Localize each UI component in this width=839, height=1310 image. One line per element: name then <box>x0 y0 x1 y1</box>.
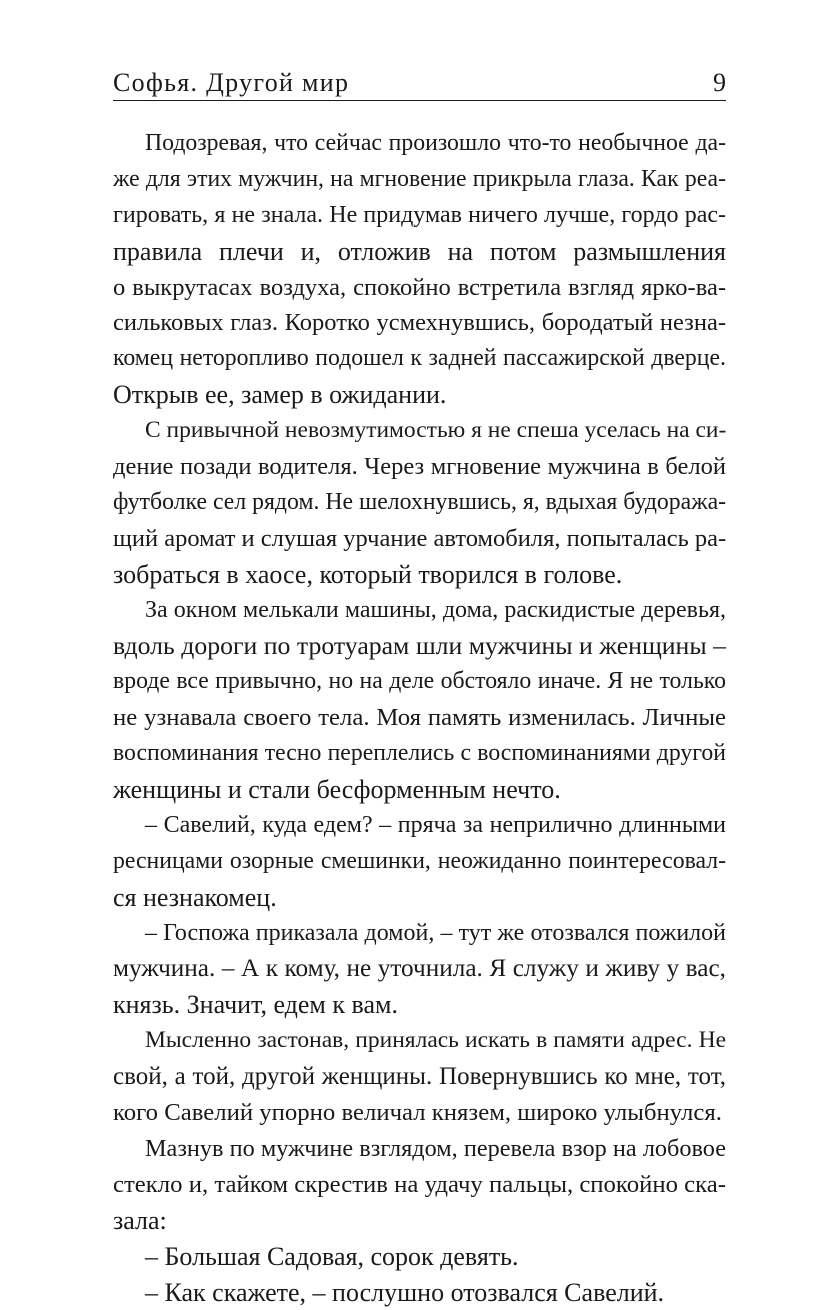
text-line: Мысленно застонав, принялась искать в памяти адрес. Не <box>113 1023 726 1059</box>
text-line: стекло и, тайком скрестив на удачу пальцы, спокойно ска- <box>113 1167 726 1203</box>
text-line: зала: <box>113 1203 726 1239</box>
text-line: – Как скажете, – послушно отозвался Савелий. <box>113 1275 726 1310</box>
body-text <box>113 126 726 1310</box>
text-line: За окном мелькали машины, дома, раскидистые деревья, <box>113 593 726 629</box>
text-line: свой, а той, другой женщины. Повернувшись ко мне, тот, <box>113 1059 726 1095</box>
text-line: комец неторопливо подошел к задней пассажирской дверце. <box>113 341 726 377</box>
text-line: – Большая Садовая, сорок девять. <box>113 1239 726 1275</box>
text-line: ся незнакомец. <box>113 880 726 916</box>
text-line: мужчина. – А к кому, не уточнила. Я служу и живу у вас, <box>113 951 726 987</box>
text-line: щий аромат и слушая урчание автомобиля, попыталась ра- <box>113 521 726 557</box>
page-number: 9 <box>713 68 726 98</box>
text-line: же для этих мужчин, на мгновение прикрыла глаза. Как реа- <box>113 162 726 198</box>
text-line: С привычной невозмутимостью я не спеша уселась на си- <box>113 413 726 449</box>
text-line: гировать, я не знала. Не придумав ничего лучше, гордо рас- <box>113 198 726 234</box>
text-line: футболке сел рядом. Не шелохнувшись, я, вдыхая будоража- <box>113 485 726 521</box>
text-line: о выкрутасах воздуха, спокойно встретила взгляд ярко-ва- <box>113 270 726 306</box>
text-line: зобраться в хаосе, который творился в голове. <box>113 557 726 593</box>
running-head <box>113 64 726 101</box>
text-line: воспоминания тесно переплелись с воспоминаниями другой <box>113 736 726 772</box>
text-line: кого Савелий упорно величал князем, широко улыбнулся. <box>113 1095 726 1131</box>
text-line: вдоль дороги по тротуарам шли мужчины и женщины – <box>113 628 726 664</box>
text-line: вроде все привычно, но на деле обстояло иначе. Я не только <box>113 664 726 700</box>
text-line: Подозревая, что сейчас произошло что-то необычное да- <box>113 126 726 162</box>
text-line: Открыв ее, замер в ожидании. <box>113 377 726 413</box>
text-line: Мазнув по мужчине взглядом, перевела взор на лобовое <box>113 1131 726 1167</box>
text-line: сильковых глаз. Коротко усмехнувшись, бородатый незна- <box>113 305 726 341</box>
text-line: ресницами озорные смешинки, неожиданно поинтересовал- <box>113 844 726 880</box>
text-line: дение позади водителя. Через мгновение мужчина в белой <box>113 449 726 485</box>
book-title: Софья. Другой мир <box>113 68 349 98</box>
text-line: правила плечи и, отложив на потом размышления <box>113 234 726 270</box>
text-line: – Савелий, куда едем? – пряча за неприлично длинными <box>113 808 726 844</box>
text-line: женщины и стали бесформенным нечто. <box>113 772 726 808</box>
text-line: не узнавала своего тела. Моя память изменилась. Личные <box>113 700 726 736</box>
text-line: – Госпожа приказала домой, – тут же отозвался пожилой <box>113 916 726 952</box>
text-line: князь. Значит, едем к вам. <box>113 987 726 1023</box>
